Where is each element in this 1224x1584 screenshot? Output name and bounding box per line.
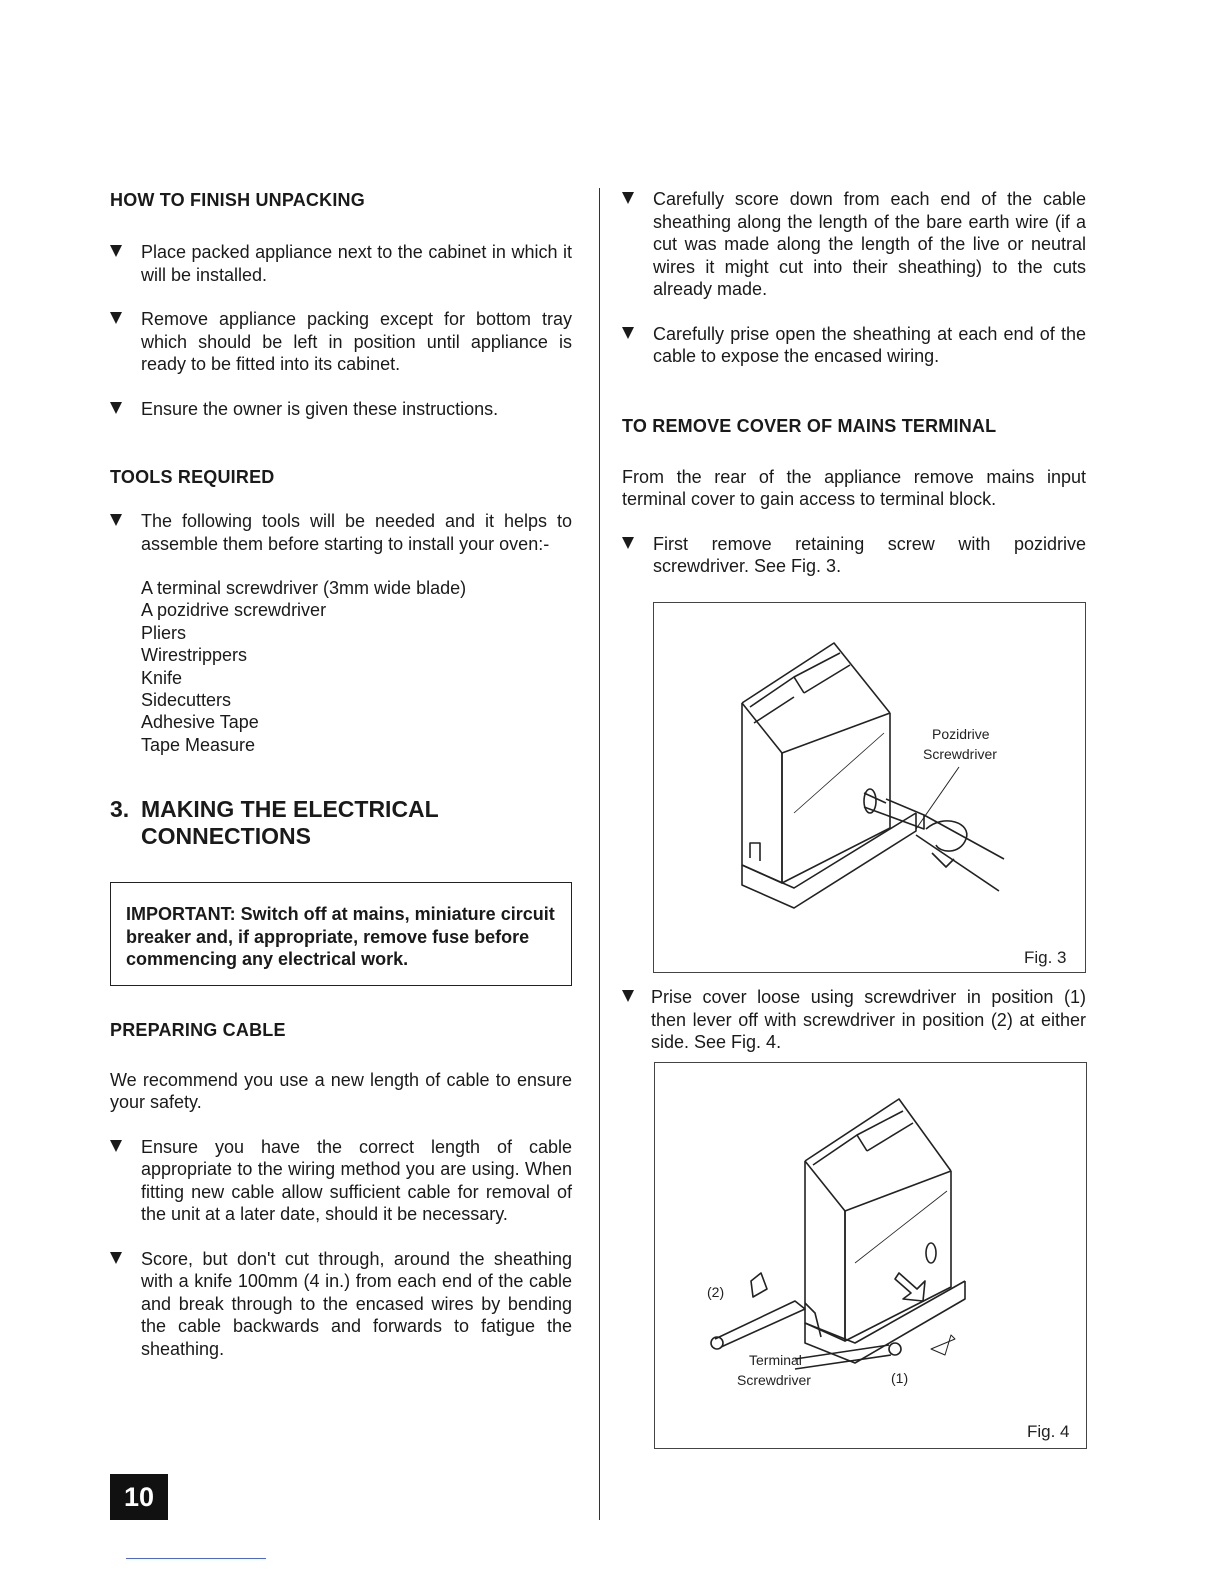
fig3-caption: Fig. 3	[1024, 948, 1067, 967]
fig4-label-2: Screwdriver	[737, 1372, 811, 1388]
list-item: First remove retaining screw with pozidrive screwdriver. See Fig. 3.	[622, 533, 1086, 578]
fig3-label-2: Screwdriver	[923, 746, 997, 762]
triangle-bullet-icon	[622, 990, 634, 1002]
fig4-pos2: (2)	[707, 1284, 725, 1300]
list-item: Carefully prise open the sheathing at each end of the cable to expose the encased wiring.	[622, 323, 1086, 368]
cover-intro: From the rear of the appliance remove mains input terminal cover to gain access to terminal block.	[622, 466, 1086, 509]
tool-item: Adhesive Tape	[141, 712, 259, 733]
list-item: Remove appliance packing except for bottom tray which should be left in position until appliance is ready to be fitted into its cabinet.	[110, 308, 572, 376]
fig4-pos1: (1)	[891, 1370, 909, 1386]
tool-item: Wirestrippers	[141, 645, 248, 666]
tools-heading: TOOLS REQUIRED	[110, 467, 275, 487]
list-item: Ensure you have the correct length of cable appropriate to the wiring method you are using. When fitting new cable allow sufficient cable for removal of the unit at a later date, should it be necessary.	[110, 1136, 572, 1226]
triangle-bullet-icon	[110, 1252, 122, 1264]
triangle-bullet-icon	[110, 245, 122, 257]
list-item: Score, but don't cut through, around the sheathing with a knife 100mm (4 in.) from each end of the cable and break through to the encased wires by bending the cable backwards and forwards to fatigue the sheathing.	[110, 1248, 572, 1361]
cable-intro: We recommend you use a new length of cable to ensure your safety.	[110, 1069, 572, 1113]
page-number: 10	[110, 1474, 168, 1520]
tool-item: A terminal screwdriver (3mm wide blade)	[141, 578, 467, 598]
triangle-bullet-icon	[622, 192, 634, 204]
fig4-label-1: Terminal	[749, 1352, 802, 1368]
terminal-cover-pozidrive-illustration	[654, 603, 1085, 972]
fig3-label-1: Pozidrive	[932, 726, 990, 742]
triangle-bullet-icon	[110, 514, 122, 526]
cable-heading: PREPARING CABLE	[110, 1019, 286, 1040]
tool-item: Sidecutters	[141, 690, 232, 711]
fig4-caption: Fig. 4	[1027, 1422, 1070, 1441]
list-item: Prise cover loose using screwdriver in position (1) then lever off with screwdriver in position (2) at either side. See Fig. 4.	[622, 986, 1086, 1054]
tool-item: A pozidrive screwdriver	[141, 600, 327, 621]
tools-list	[110, 577, 572, 756]
triangle-bullet-icon	[110, 1140, 122, 1152]
terminal-cover-lever-illustration	[655, 1063, 1086, 1448]
figure-3	[653, 602, 1086, 973]
list-item: The following tools will be needed and it helps to assemble them before starting to install your oven:-	[110, 510, 572, 555]
triangle-bullet-icon	[622, 537, 634, 549]
tool-item: Knife	[141, 667, 183, 688]
figure-4	[654, 1062, 1087, 1449]
triangle-bullet-icon	[622, 327, 634, 339]
list-item: Carefully score down from each end of the cable sheathing along the length of the bare earth wire (if a cut was made along the length of the live or neutral wires it might cut into their sheathing) to the cuts already made.	[622, 188, 1086, 301]
important-notice: IMPORTANT: Switch off at mains, miniature circuit breaker and, if appropriate, remove fuse before commencing any electrical work.	[110, 882, 572, 986]
column-divider	[599, 188, 600, 1520]
unpack-heading: HOW TO FINISH UNPACKING	[110, 190, 365, 210]
list-item: Ensure the owner is given these instructions.	[110, 398, 572, 421]
right-column	[622, 188, 1086, 578]
triangle-bullet-icon	[110, 402, 122, 414]
triangle-bullet-icon	[110, 312, 122, 324]
left-column	[110, 190, 572, 1360]
cover-heading: TO REMOVE COVER OF MAINS TERMINAL	[622, 415, 997, 436]
fig4-instruction	[622, 986, 1086, 1054]
footer-rule	[126, 1558, 266, 1559]
list-item: Place packed appliance next to the cabinet in which it will be installed.	[110, 241, 572, 286]
tool-item: Tape Measure	[141, 734, 256, 755]
tool-item: Pliers	[141, 622, 187, 643]
section-title: 3. MAKING THE ELECTRICAL CONNECTIONS	[110, 796, 439, 850]
